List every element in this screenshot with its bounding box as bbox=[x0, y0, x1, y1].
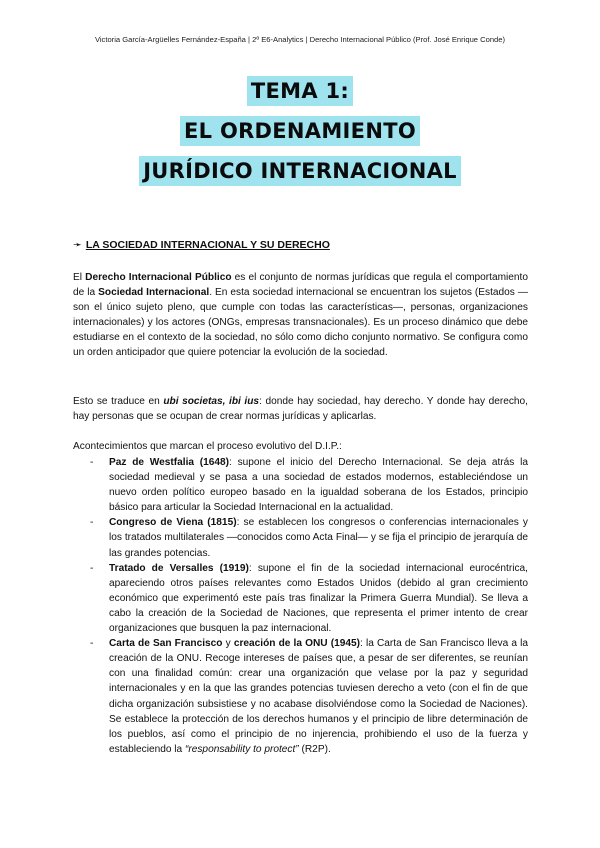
page-title bbox=[0, 76, 600, 196]
event-text-tail: (R2P). bbox=[298, 743, 331, 755]
p1-text-2: es el conjunto de normas jurídicas que regula el comportamiento de la bbox=[73, 272, 528, 299]
list-item bbox=[73, 515, 528, 560]
title-line-1-row bbox=[0, 76, 600, 112]
event-connector: y bbox=[222, 638, 234, 650]
paragraph-definition bbox=[73, 270, 528, 361]
page-header: Victoria García-Argüelles Fernández-España | 2º E6-Analytics | Derecho Internacional Público (Prof. José Enrique Conde) bbox=[94, 35, 506, 44]
list-dash: - bbox=[90, 638, 94, 650]
event-title: Congreso de Viena (1815) bbox=[109, 517, 237, 529]
p1-bold-dip: Derecho Internacional Público bbox=[85, 272, 232, 283]
event-text: : se establecen los congresos o conferencias internacionales y los tratados multilaterales —conocidos como Acta Final— y se fija el principio de jerarquía de las grandes potencias. bbox=[109, 517, 528, 559]
p2-latin-phrase: ubi societas, ibi ius bbox=[163, 396, 260, 407]
title-line-3-row bbox=[0, 156, 600, 192]
event-text: : la Carta de San Francisco lleva a la creación de la ONU. Recoge intereses de países que, a pesar de ser diferentes, se reunían con una finalidad común: crear una organización que velase por la paz y seguridad internacionales y en la que las grandes potencias tuviesen derecho a veto (con el fin de que dicha organización subsistiese y no acabase disolviéndose como la Sociedad de Naciones). Se establece la protección de los derechos humanos y el principio de libre determinación de los pueblos, así como el principio de no injerencia, prohibiendo el uso de la fuerza y estableciendo la bbox=[109, 638, 528, 755]
event-italic-term: “responsability to protect” bbox=[185, 743, 299, 755]
event-title-2: creación de la ONU (1945) bbox=[233, 638, 361, 650]
title-line-2-row bbox=[0, 116, 600, 152]
paragraph-ubi-societas bbox=[73, 394, 528, 424]
section-heading-text: LA SOCIEDAD INTERNACIONAL Y SU DERECHO bbox=[85, 239, 330, 251]
event-text: : supone el fin de la sociedad internacional eurocéntrica, apareciendo otros países relevantes como Estados Unidos (debido al gran crecimiento económico que experimentó este país tras finalizar la Primera Guerra Mundial). Se lleva a cabo la creación de la Sociedad de Naciones, que representa el primer intento de crear organizaciones que busquen la paz internacional. bbox=[109, 562, 528, 635]
p1-text-3: . En esta sociedad internacional se encuentran los sujetos (Estados —son el único sujeto pleno, que cumple con todas las características—, personas, organizaciones internacionales) y los actores (ONGs, empresas transnacionales). Es un proceso dinámico que debe estudiarse en el contexto de la sociedad, no sólo como dicho conjunto normativo. Se configura como un orden anticipador que quiere potenciar la evolución de la sociedad. bbox=[73, 287, 528, 359]
event-title: Tratado de Versalles (1919) bbox=[109, 562, 249, 574]
events-list bbox=[73, 455, 528, 757]
list-item bbox=[73, 561, 528, 636]
event-title: Carta de San Francisco bbox=[109, 638, 223, 650]
p1-bold-sociedad: Sociedad Internacional bbox=[98, 287, 210, 299]
paragraph-events-intro: Acontecimientos que marcan el proceso evolutivo del D.I.P.: bbox=[73, 441, 342, 452]
title-line-1: TEMA 1: bbox=[247, 76, 353, 106]
list-dash: - bbox=[90, 562, 94, 574]
list-item bbox=[73, 455, 528, 515]
p2-text-1: Esto se traduce en bbox=[73, 396, 164, 407]
arrow-icon: ➛ bbox=[73, 239, 82, 251]
event-text: : supone el inicio del Derecho Internacional. Se deja atrás la sociedad medieval y se pasa a una sociedad de estados modernos, estableciéndose un nuevo orden político europeo basado en la igualdad soberana de los Estados, principio básico para articular la Sociedad Internacional en la actualidad. bbox=[109, 457, 528, 514]
title-line-3: JURÍDICO INTERNACIONAL bbox=[139, 156, 461, 186]
p1-text-1: El bbox=[73, 272, 86, 283]
title-line-2: EL ORDENAMIENTO bbox=[180, 116, 420, 146]
section-heading bbox=[73, 239, 330, 251]
event-title: Paz de Westfalia (1648) bbox=[109, 457, 230, 468]
list-dash: - bbox=[90, 517, 94, 529]
list-item bbox=[73, 636, 528, 757]
list-dash: - bbox=[90, 457, 94, 468]
p2-text-2: : donde hay sociedad, hay derecho. Y donde hay derecho, hay personas que se ocupan de crear normas jurídicas y aplicarlas. bbox=[73, 396, 528, 423]
